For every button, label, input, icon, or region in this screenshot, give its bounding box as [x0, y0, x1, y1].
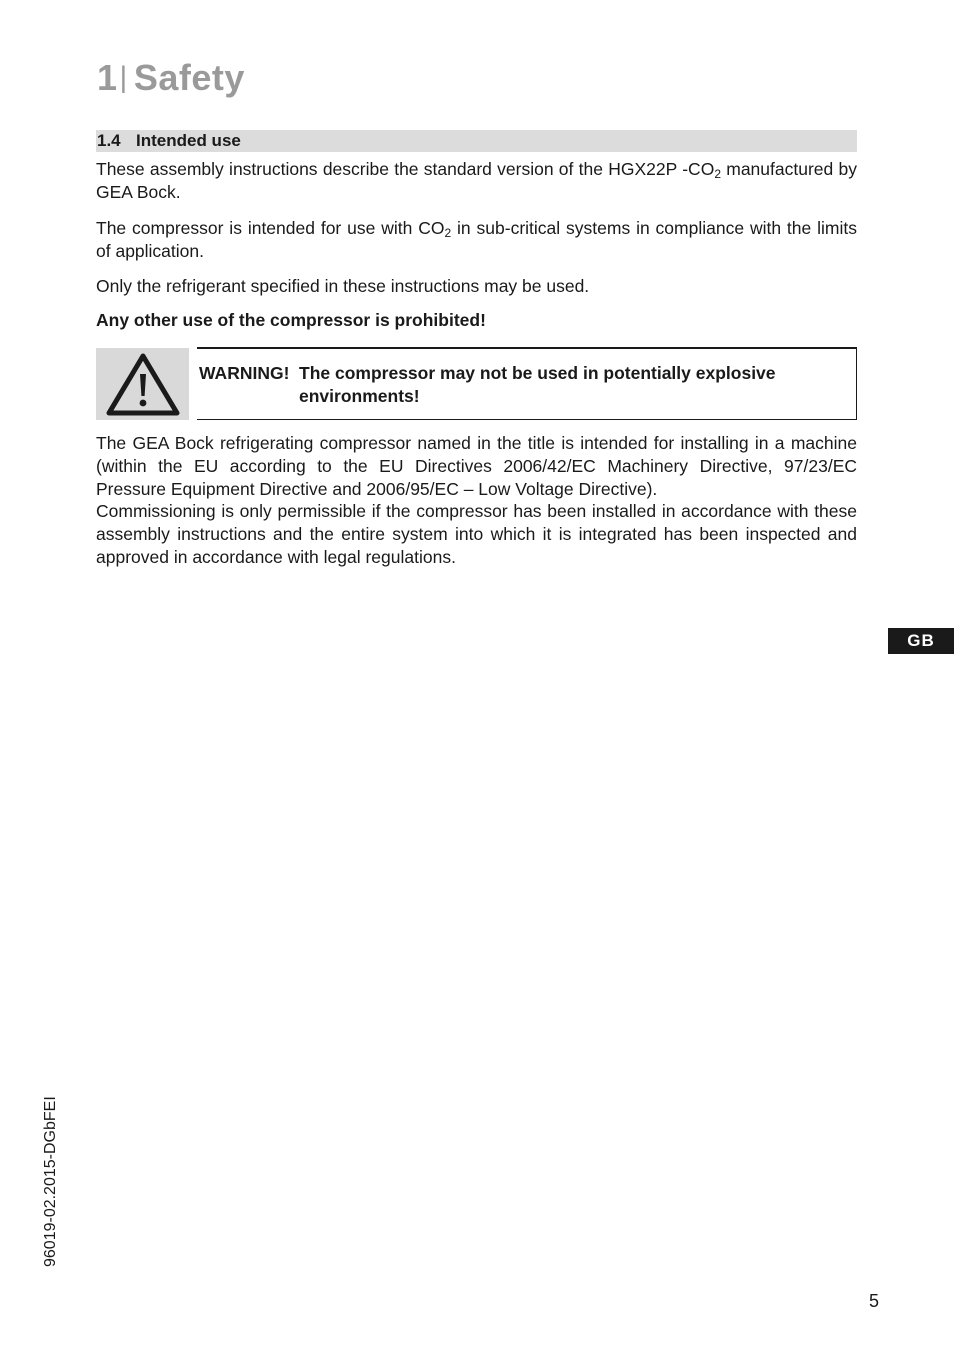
language-tab: GB — [888, 628, 954, 654]
paragraph-standard-version: These assembly instructions describe the standard version of the HGX22P $-CO_2$ manufactured by GEA Bock. — [96, 159, 857, 202]
document-code: 96019-02.2015-DGbFEI — [42, 1096, 59, 1267]
section-heading — [97, 130, 241, 152]
section-number: 1.4 — [97, 131, 121, 150]
chapter-title — [97, 54, 245, 105]
chapter-number: 1 — [97, 57, 118, 98]
paragraph-intended-co2: The compressor is intended for use with $CO_2$ in sub-critical systems in compliance with the limits of application. — [96, 218, 857, 261]
warning-box — [197, 347, 857, 420]
warning-icon-box — [96, 348, 189, 420]
warning-label: WARNING! — [199, 363, 290, 383]
paragraph-commissioning: Commissioning is only permissible if the compressor has been installed in accordance with these assembly instructions and the entire system into which it is integrated has been inspected and approved in accordance with legal regulations. — [96, 501, 857, 567]
paragraph-machine-directive: The GEA Bock refrigerating compressor named in the title is intended for installing in a machine (within the EU according to the EU Directives 2006/42/EC Machinery Directive, 97/23/EC Pressure Equipment Directive and 2006/95/EC – Low Voltage Directive). — [96, 433, 857, 499]
chapter-separator: | — [119, 61, 128, 94]
paragraph-refrigerant: Only the refrigerant specified in these instructions may be used. — [96, 276, 590, 296]
warning-text: The compressor may not be used in potentially explosive environments! — [299, 363, 776, 406]
subscript-2: 2 — [714, 167, 721, 181]
page-number: 5 — [869, 1291, 880, 1311]
warning-triangle-icon — [106, 352, 180, 416]
paragraph-prohibited: Any other use of the compressor is prohibited! — [96, 310, 486, 330]
subscript-2: 2 — [444, 226, 452, 240]
chapter-title-text: Safety — [133, 57, 245, 98]
section-title: Intended use — [136, 131, 241, 150]
